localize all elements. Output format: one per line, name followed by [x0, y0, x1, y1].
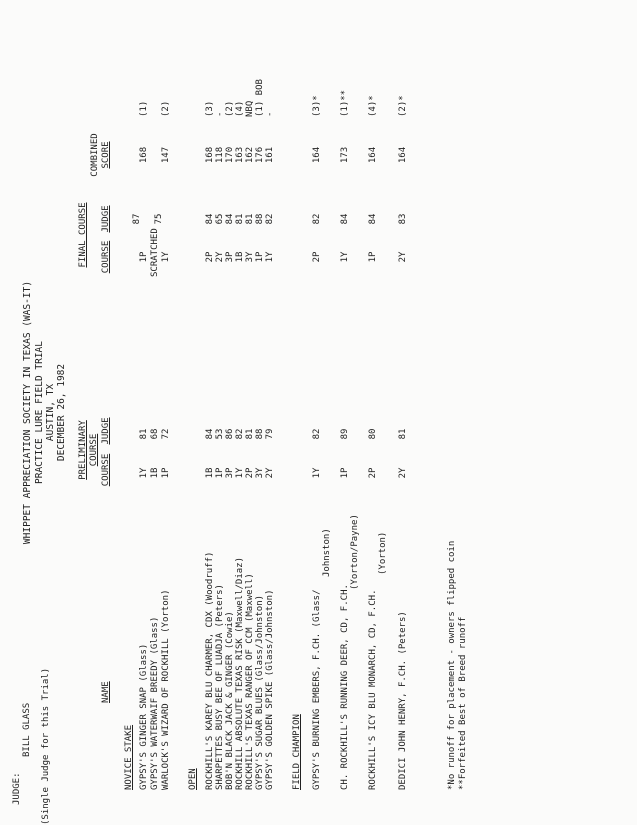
- champion-row-1-fj: 82: [312, 213, 322, 225]
- open-row-1-place: (3): [205, 100, 215, 117]
- champion-row-1-pc: 1Y: [312, 467, 322, 479]
- open-row-3-score: 170: [225, 146, 235, 164]
- champion-row-2-name-cont: (Yorton/Payne): [350, 514, 360, 590]
- champion-row-4-name: DEDICI JOHN HENRY, F.CH. (Peters): [398, 611, 408, 790]
- champion-row-2-fj: 84: [340, 213, 350, 225]
- footnote-1: *No runoff for placement - owners flipped coin: [447, 540, 457, 790]
- champion-section-title: FIELD CHAMPION: [292, 714, 302, 790]
- champion-row-2-name: CH. ROCKHILL'S RUNNING DEER, CD, F.CH.: [340, 584, 350, 790]
- open-row-3-pj: 86: [225, 428, 235, 440]
- champion-row-3-place: (4)*: [368, 95, 378, 117]
- judge-label: JUDGE:: [12, 772, 22, 805]
- champion-row-2-pc: 1P: [340, 467, 350, 479]
- final-course-header: FINAL COURSE: [78, 202, 88, 268]
- title-line-3: AUSTIN, TX: [45, 383, 56, 442]
- champion-row-4-pj: 81: [398, 428, 408, 440]
- open-row-6-fj: 88: [255, 213, 265, 225]
- champion-row-3-fc: 1P: [368, 251, 378, 263]
- open-row-6-pj: 88: [255, 428, 265, 440]
- champion-row-1-pj: 82: [312, 428, 322, 440]
- open-row-4-score: 163: [235, 146, 245, 164]
- novice-row-3-place: (2): [161, 100, 171, 117]
- novice-row-2-pj: 68: [150, 428, 160, 440]
- novice-row-1-pc: 1Y: [139, 467, 149, 479]
- champion-row-1-place: (3)*: [312, 95, 322, 117]
- open-row-2-pj: 53: [215, 428, 225, 440]
- champion-row-2-place: (1)**: [340, 89, 350, 117]
- novice-row-1-name: GYPSY'S GINGER SNAP (Glass): [139, 643, 149, 790]
- open-row-3-fj: 84: [225, 213, 235, 225]
- open-row-5-score: 162: [245, 146, 255, 164]
- open-row-7-place: -: [265, 111, 275, 117]
- novice-row-1-score: 168: [139, 146, 149, 164]
- champion-row-2-pj: 89: [340, 428, 350, 440]
- open-row-3-fc: 3P: [225, 251, 235, 263]
- novice-row-2-pc: 1B: [150, 467, 160, 479]
- novice-row-1-fc: 1P: [139, 251, 149, 263]
- open-row-1-fj: 84: [205, 213, 215, 225]
- champion-row-1-name-cont: Johnston): [322, 528, 332, 577]
- champion-row-4-fj: 83: [398, 213, 408, 225]
- novice-row-1-fj: 87: [132, 213, 142, 225]
- open-row-7-fj: 82: [265, 213, 275, 225]
- open-row-7-score: 161: [265, 146, 275, 164]
- open-row-6-fc: 1P: [255, 251, 265, 263]
- open-row-5-name: ROCKHILL'S TEXAS RANGER OF CCM (Maxwell): [245, 573, 255, 790]
- open-row-6-pc: 3Y: [255, 467, 265, 479]
- champion-row-2-score: 173: [340, 146, 350, 164]
- champion-row-4-fc: 2Y: [398, 251, 408, 263]
- name-column-header: NAME: [101, 681, 111, 703]
- open-row-5-place: NBQ: [245, 100, 255, 117]
- open-row-6-name: GYPSY'S SUGAR BLUES (Glass/Johnston): [255, 594, 265, 790]
- novice-row-3-pc: 1P: [161, 467, 171, 479]
- champion-row-3-score: 164: [368, 146, 378, 164]
- open-row-1-name: ROCKHILL'S KAREY BLU CHARMER, CDX (Woodruff): [205, 551, 215, 790]
- open-row-2-score: 118: [215, 146, 225, 164]
- novice-row-3-score: 147: [161, 146, 171, 164]
- combined-score-header-1: COMBINED: [90, 133, 100, 177]
- judge-name: BILL GLASS: [22, 702, 32, 757]
- novice-row-1-pj: 81: [139, 428, 149, 440]
- novice-row-2-fc: SCRATCHED: [150, 228, 160, 277]
- open-row-7-pc: 2Y: [265, 467, 275, 479]
- champion-row-3-fj: 84: [368, 213, 378, 225]
- champion-row-3-name: ROCKHILL'S ICY BLU MONARCH, CD, F.CH.: [368, 589, 378, 790]
- open-row-2-fj: 65: [215, 213, 225, 225]
- footnote-2: **Forfeited Best of Breed runoff: [458, 616, 468, 790]
- title-line-1: WHIPPET APPRECIATION SOCIETY IN TEXAS (WAS-IT): [22, 280, 33, 545]
- open-row-3-name: BOB'N BLACK JACK & GINGER (Cowie): [225, 611, 235, 790]
- open-row-4-place: (4): [235, 100, 245, 117]
- open-row-5-pj: 81: [245, 428, 255, 440]
- open-row-2-name: SHARPETTES BUSY BEE OF LUADJA (Peters): [215, 584, 225, 790]
- open-row-5-fj: 81: [245, 213, 255, 225]
- preliminary-course-header: PRELIMINARY COURSE: [78, 420, 99, 480]
- open-row-1-score: 168: [205, 146, 215, 164]
- title-line-2: PRACTICE LURE FIELD TRIAL: [34, 341, 45, 484]
- champion-row-3-pj: 80: [368, 428, 378, 440]
- champion-row-4-place: (2)*: [398, 95, 408, 117]
- open-row-5-fc: 3Y: [245, 251, 255, 263]
- open-row-5-pc: 2P: [245, 467, 255, 479]
- novice-row-3-fc: 1Y: [161, 251, 171, 263]
- open-row-4-name: ROCKHILL ABSOLUTE TEXAS RISK (Maxwell/Diaz): [235, 557, 245, 790]
- champion-row-4-pc: 2Y: [398, 467, 408, 479]
- novice-row-1-place: (1): [139, 100, 149, 117]
- open-row-4-fc: 1B: [235, 251, 245, 263]
- open-row-7-name: GYPSY'S GOLDEN SPIKE (Glass/Johnston): [265, 589, 275, 790]
- open-row-3-place: (2): [225, 100, 235, 117]
- champion-row-1-name: GYPSY'S BURNING EMBERS, F.CH. (Glass/: [312, 589, 322, 790]
- open-row-2-place: -: [215, 111, 225, 117]
- open-row-1-pc: 1B: [205, 467, 215, 479]
- title-line-4: DECEMBER 26, 1982: [56, 363, 67, 462]
- novice-row-3-fj: 75: [154, 213, 164, 225]
- open-row-2-fc: 2Y: [215, 251, 225, 263]
- open-row-4-pc: 1Y: [235, 467, 245, 479]
- judge-note: (Single Judge for this Trial): [41, 667, 51, 825]
- champion-row-1-score: 164: [312, 146, 322, 164]
- champion-row-1-fc: 2P: [312, 251, 322, 263]
- prelim-course-col-header: COURSE: [101, 453, 111, 487]
- open-row-7-fc: 1Y: [265, 251, 275, 263]
- open-row-1-pj: 84: [205, 428, 215, 440]
- combined-score-header-2: SCORE: [101, 141, 111, 169]
- open-row-6-score: 176: [255, 146, 265, 164]
- final-course-col-header: COURSE: [101, 240, 111, 274]
- open-row-1-fc: 2P: [205, 251, 215, 263]
- novice-row-2-name: GYPSY'S WATERWAIF BREEDY (Glass): [150, 616, 160, 790]
- champion-row-3-name-cont: (Yorton): [378, 531, 388, 575]
- prelim-judge-col-header: JUDGE: [101, 417, 111, 445]
- champion-row-3-pc: 2P: [368, 467, 378, 479]
- open-row-3-pc: 3P: [225, 467, 235, 479]
- champion-row-2-fc: 1Y: [340, 251, 350, 263]
- open-row-6-place: (1) BOB: [255, 79, 265, 117]
- final-judge-col-header: JUDGE: [101, 205, 111, 233]
- novice-row-3-pj: 72: [161, 428, 171, 440]
- novice-row-3-name: WARLOCK'S WIZARD OF ROCKHILL (Yorton): [161, 589, 171, 790]
- open-row-7-pj: 79: [265, 428, 275, 440]
- open-section-title: OPEN: [188, 768, 198, 790]
- open-row-2-pc: 1P: [215, 467, 225, 479]
- champion-row-4-score: 164: [398, 146, 408, 164]
- open-row-4-pj: 82: [235, 428, 245, 440]
- novice-section-title: NOVICE STAKE: [124, 724, 134, 790]
- open-row-4-fj: 81: [235, 213, 245, 225]
